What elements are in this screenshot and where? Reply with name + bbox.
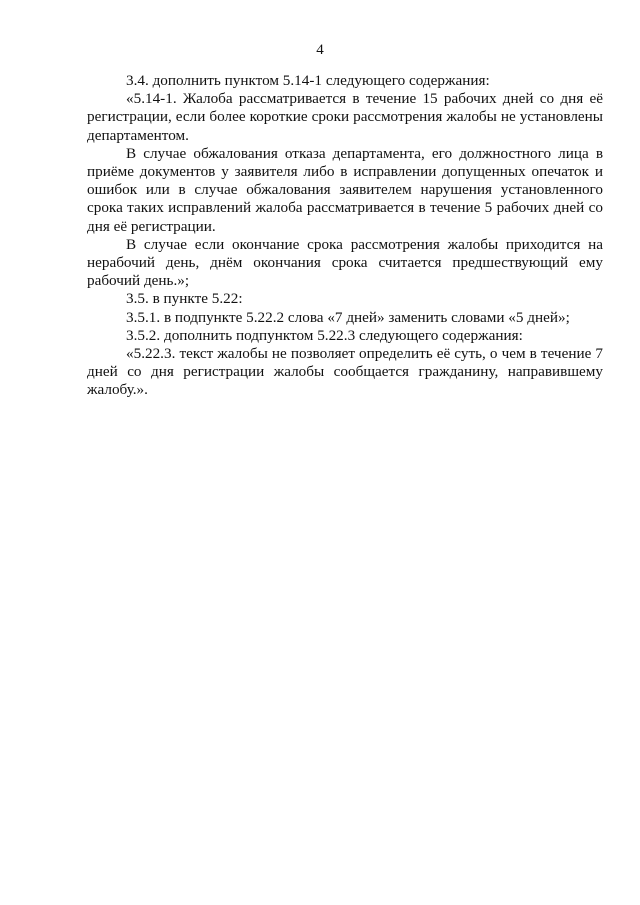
page-number: 4 [316, 42, 324, 58]
paragraph-3-5: 3.5. в пункте 5.22: [126, 290, 243, 308]
document-body [87, 72, 603, 400]
paragraph-3-5-2: 3.5.2. дополнить подпунктом 5.22.3 следующего содержания: [126, 326, 523, 344]
paragraph-3-4: 3.4. дополнить пунктом 5.14-1 следующего содержания: [126, 72, 490, 89]
paragraph-5-14-1: «5.14-1. Жалоба рассматривается в течение 15 рабочих дней со дня её регистрации, если более короткие сроки рассмотрения жалобы не установлены департаментом. [87, 90, 603, 144]
paragraph-5-22-3: «5.22.3. текст жалобы не позволяет определить её суть, о чем в течение 7 дней со дня регистрации жалобы сообщается гражданину, направившему жалобу.». [87, 345, 603, 399]
paragraph-nonworking-day: В случае если окончание срока рассмотрения жалобы приходится на нерабочий день, днём окончания срока считается предшествующий ему рабочий день.»; [87, 235, 603, 290]
paragraph-appeal-refusal: В случае обжалования отказа департамента, его должностного лица в приёме документов у заявителя либо в исправлении допущенных опечаток и ошибок или в случае обжалования заявителем нарушения установленного срока таких исправлений жалоба рассматривается в течение 5 рабочих дней со дня её регистрации. [87, 144, 603, 235]
paragraph-3-5-1: 3.5.1. в подпункте 5.22.2 слова «7 дней» заменить словами «5 дней»; [126, 308, 570, 326]
